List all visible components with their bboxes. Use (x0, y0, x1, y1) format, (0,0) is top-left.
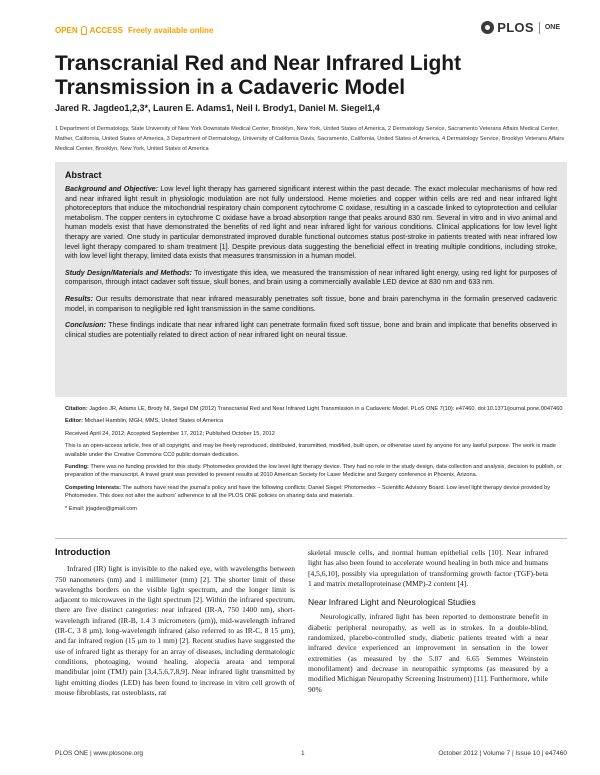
page-number: 1 (301, 750, 305, 757)
neuro-heading: Near Infrared Light and Neurological Studies (308, 597, 476, 608)
plos-one-logo: PLOS ONE (481, 20, 560, 35)
dates: Received April 24, 2012; Accepted September 17, 2012; Published October 15, 2012 (65, 430, 275, 437)
neuro-paragraph: Neurologically, infrared light has been reported to demonstrate benefit in diabetic peripheral neuropathy, as well as in strokes. In a double-blind, randomized, placebo-controlled study, diabetic patients treated with a near infrared device experienced an improvement in sensation in the lower extremities (as measured by the 5.07 and 6.65 Semmes Weinstein monofilament) and decrease in neuropathic symptoms (as measured by a modified Michigan Neuropathy Screening Instrument) [11]. Furthermore, while 90% (308, 612, 548, 694)
introduction-continued: skeletal muscle cells, and normal human epithelial cells [10]. Near infrared light has also been found to accelerate wound healing in both mice and humans [4,5,6,10], possibly via upregulation of transforming growth factor (TGF)-beta 1 and matrix metalloproteinase (MMP)-2 content [4]. (308, 548, 548, 588)
body-column-left (55, 548, 295, 698)
abstract-background: Background and Objective: Low level light therapy has garnered significant interest within the past decade. The exact molecular mechanisms of how red and near infrared light result in physiologic modulation are not fully understood. Heme moieties and copper within cells are red and near infrared light photoreceptors that induce the mitochondrial respiratory chain component cytochrome C oxidase, resulting in a cascade linked to cytoprotection and cellular metabolism. The copper centers in cytochrome C oxidase have a broad absorption range that peaks around 830 nm. Several in vitro and in vivo animal and human models exist that have demonstrated the benefits of red light and near infrared light for various conditions. Clinical applications for low level light therapy are varied. One study in particular demonstrated improved durable functional outcomes status post-stroke in patients treated with near infrared low level light therapy compared to sham treatment [1]. Despite previous data suggesting the beneficial effect in treating multiple conditions, including stroke, with low level light therapy, limited data exists that measures transmission in a human model. (65, 185, 557, 261)
open-lock-icon (81, 26, 87, 35)
footer-issue: October 2012 | Volume 7 | Issue 10 | e47460 (438, 750, 567, 757)
plos-logo-icon (481, 21, 494, 34)
editor: Editor: Michael Hamblin, MGH, MMS, United States of America (65, 418, 223, 425)
divider (55, 538, 567, 539)
access-label: ACCESS (89, 26, 124, 35)
journal-header (55, 20, 560, 42)
article-title: Transcranial Red and Near Infrared Light Transmission in a Cadaveric Model (55, 52, 462, 99)
introduction-heading: Introduction (55, 547, 111, 558)
corresponding-email: * Email: jrjagdeo@gmail.com (65, 505, 137, 512)
abstract-conclusion: Conclusion: These findings indicate that near infrared light can penetrate formalin fixed soft tissue, bone and brain and implicate that benefits observed in clinical studies are potentially related to direct action of near infrared light on neural tissue. (65, 321, 557, 339)
abstract-heading: Abstract (65, 170, 102, 180)
author-list: Jared R. Jagdeo1,2,3*, Lauren E. Adams1, Neil I. Brody1, Daniel M. Siegel1,4 (55, 103, 380, 113)
freely-available-label: Freely available online (128, 26, 214, 35)
introduction-paragraph: Infrared (IR) light is invisible to the naked eye, with wavelengths between 750 nanometers (nm) and 1 millimeter (mm) [2]. The shorter limit of these wavelengths borders on the visible light spectrum, and the longer limit is adjacent to microwaves in the light spectrum [2]. Within the infrared spectrum, there are five distinct categories: near infrared (IR-A, 750 1400 nm), short-wavelength infrared (IR-B, 1.4 3 micrometers (μm)), mid-wavelength infrared (IR-C, 3 8 μm), long-wavelength infrared (also referred to as IR-C, 8 15 μm), and far infrared region (15 μm to 1 mm) [2]. Recent studies have suggested the use of infrared light as therapy for an array of diseases, including dermatologic conditions, photoaging, wound healing, alopecia areata and temporal mandibular joint (TMJ) pain [3,4,5,6,7,8,9]. Near infrared light transmitted by light emitting diodes (LED) has been found to increase in vitro cell growth of mouse fibroblasts, rat osteoblasts, rat (55, 564, 295, 697)
license: This is an open-access article, free of all copyright, and may be freely reproduced, distributed, transmitted, modified, built upon, or otherwise used by anyone for any lawful purpose. The work is made available under the Creative Commons CC0 public domain dedication. (65, 443, 556, 458)
funding: Funding: There was no funding provided for this study. Photomedex provided the low level light therapy device. They had no role in the study design, data collection and analysis, decision to publish, or preparation of the manuscript. A travel grant was provided to present results at 2010 American Society for Laser Medicine and Surgery conference in Phoenix, Arizona. (65, 464, 562, 479)
footer-journal: PLOS ONE | www.plosone.org (55, 750, 144, 757)
article-metadata (65, 405, 565, 517)
affiliations: 1 Department of Dermatology, State University of New York Downstate Medical Center, Brooklyn, New York, United States of America, 2 Dermatology Service, Sacramento Veterans Affairs Medical Center, Mather, California, United States of America, 3 Department of Dermatology, University of California Davis, Sacramento, California, United States of America, 4 Dermatology Service, Brooklyn Veterans Affairs Medical Center, Brooklyn, New York, United States of America (55, 126, 565, 152)
abstract-results: Results: Our results demonstrate that near infrared measurably penetrates soft tissue, bone and brain parenchyma in the formalin preserved cadaveric model, in comparison to negligible red light transmission in the same conditions. (65, 294, 557, 313)
abstract-design: Study Design/Materials and Methods: To investigate this idea, we measured the transmission of near infrared light energy, using red light for purposes of comparison, through intact cadaver soft tissue, skull bones, and brain using a commercially available LED device at 830 nm and 633 nm. (65, 268, 557, 287)
competing-interests: Competing Interests: The authors have read the journal's policy and have the following conflicts: Daniel Siegel: Photomedex – Scientific Advisory Board. Low level light therapy device provided by Photomedex. This does not alter the authors' adherence to all the PLOS ONE policies on sharing data and materials. (65, 484, 551, 500)
citation: Citation: Jagdeo JR, Adams LE, Brody NI, Siegel DM (2012) Transcranial Red and Near Infrared Light Transmission in a Cadaveric Model. PLoS ONE 7(10): e47460. doi:10.1371/journal.pone.0047460 (65, 406, 563, 412)
abstract-box (55, 162, 567, 397)
body-column-right (308, 548, 548, 695)
open-label: OPEN (55, 26, 78, 35)
open-access-badge (55, 26, 213, 35)
